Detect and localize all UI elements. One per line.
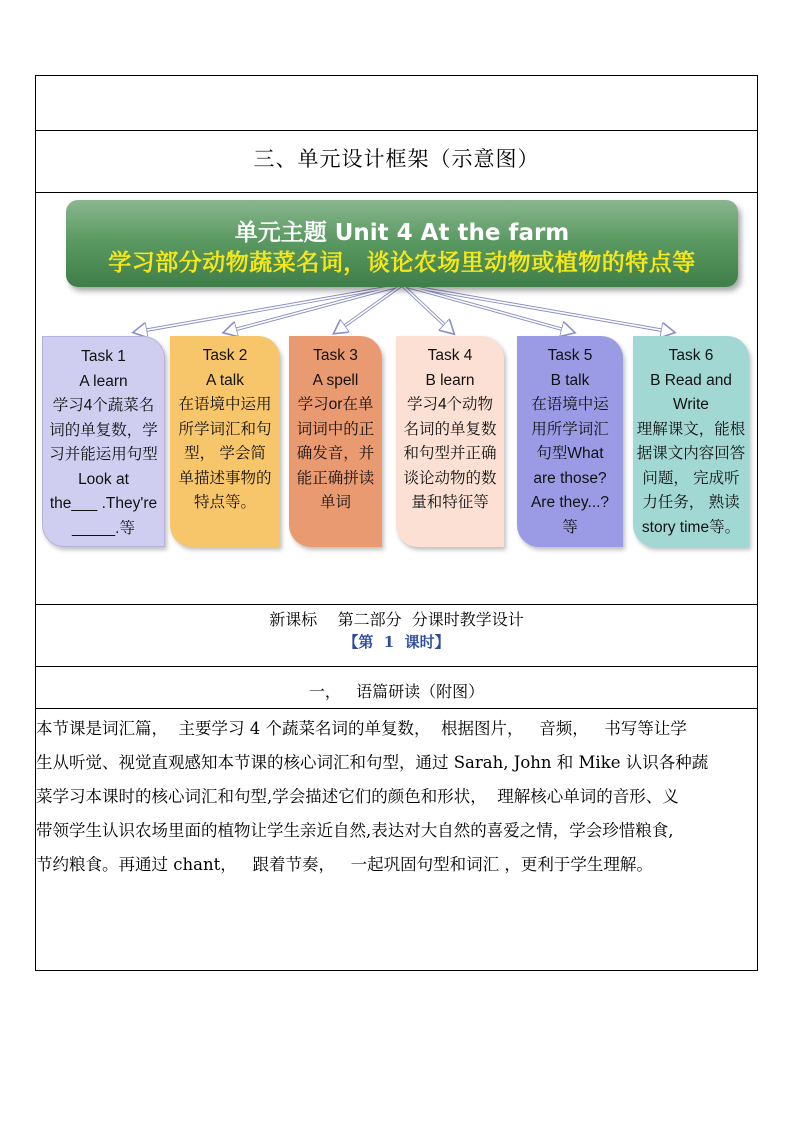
task-line: B learn [425, 371, 475, 389]
task-line: B talk [550, 371, 590, 389]
task-line: 所学词汇和句 [178, 420, 272, 438]
table-divider [36, 666, 757, 667]
task-line: 型， 学会简 [184, 445, 266, 462]
task-line: 谈论动物的数 [403, 469, 497, 487]
lesson-analysis-paragraph [36, 712, 759, 882]
section-title: 三、单元设计框架（示意图） [253, 147, 540, 171]
task-line: 力任务， 熟读 [642, 494, 740, 511]
task-line: _____.等 [72, 519, 135, 537]
task-line: Are they...? [530, 494, 610, 511]
paragraph-line: 带领学生认识农场里面的植物让学生亲近自然,表达对大自然的喜爱之情，学会珍惜粮食, [36, 821, 674, 840]
task-line: Task 1 [81, 348, 126, 365]
task-line: 学习4个动物 [406, 396, 494, 413]
table-divider [36, 708, 757, 709]
task-line: 习并能运用句型 [49, 446, 158, 463]
task-line: 名词的单复数 [403, 420, 497, 438]
task-line: A talk [206, 371, 244, 389]
subsection-title: 一， 语篇研读（附图） [308, 682, 485, 701]
task-line: 和句型并正确 [403, 445, 497, 462]
task-card-1 [42, 336, 165, 547]
task-line: B Read and [650, 371, 732, 389]
task-line: 词的单复数，学 [49, 421, 158, 439]
task-line: 能正确拼读 [296, 469, 375, 487]
task-line: 确发音，并 [296, 445, 375, 462]
task-line: 单词 [319, 494, 351, 511]
paragraph-line: 本节课是词汇篇， 主要学习 4 个蔬菜名词的单复数， 根据图片， 音频， 书写等让学 [36, 719, 687, 738]
task-line: 在语境中运用 [178, 396, 272, 413]
lesson-label: 【第 1 课时】 [343, 633, 450, 651]
task-line: 用所学词汇 [531, 420, 609, 438]
table-divider [36, 604, 757, 605]
task-line: 句型What [536, 445, 604, 462]
task-line: 单描述事物的 [178, 469, 272, 487]
task-line: 等 [562, 518, 578, 536]
task-line: A learn [79, 372, 128, 390]
paragraph-line: 节约粮食。再通过 chant， 跟着节奏， 一起巩固句型和词汇 ，更利于学生理解。 [36, 855, 653, 874]
task-line: story time等。 [641, 518, 741, 536]
task-card-4 [396, 336, 504, 547]
task-line: Write [673, 396, 709, 413]
task-line: 理解课文，能根 [636, 420, 746, 438]
task-card-6 [633, 336, 749, 547]
task-line: 学习4个蔬菜名 [52, 397, 155, 414]
design-table [35, 75, 758, 971]
table-divider [36, 130, 757, 131]
task-line: the___ .They're [49, 495, 158, 512]
unit-theme-banner [66, 200, 738, 287]
task-line: 特点等。 [193, 494, 256, 511]
paragraph-line: 菜学习本课时的核心词汇和句型,学会描述它们的颜色和形状， 理解核心单词的音形、义 [36, 787, 679, 806]
task-card-5 [517, 336, 623, 547]
task-line: 学习or在单 [297, 396, 374, 413]
task-line: 词词中的正 [296, 420, 375, 438]
task-card-3 [289, 336, 382, 547]
task-line: 据课文内容回答 [636, 445, 746, 462]
banner-subtitle: 学习部分动物蔬菜名词，谈论农场里动物或植物的特点等 [108, 250, 696, 276]
task-line: 问题， 完成听 [642, 469, 740, 487]
paragraph-line: 生从听觉、视觉直观感知本节课的核心词汇和句型，通过 Sarah, John 和 Mike 认识各种蔬 [36, 753, 709, 772]
task-line: 量和特征等 [411, 494, 489, 511]
task-line: Task 4 [427, 347, 473, 364]
task-line: A spell [312, 371, 359, 389]
unit-framework-diagram [36, 192, 757, 602]
task-line: Task 6 [668, 347, 714, 364]
task-card-2 [170, 336, 280, 547]
task-line: Task 5 [547, 347, 593, 364]
part-heading: 新课标 第二部分 分课时教学设计 [269, 610, 524, 629]
task-line: 在语境中运 [531, 396, 609, 413]
task-line: Look at [78, 470, 129, 488]
task-line: Task 2 [202, 347, 248, 364]
part-heading-cell [36, 609, 757, 653]
task-line: Task 3 [313, 347, 358, 364]
task-line: are those? [533, 469, 607, 487]
banner-title: 单元主题 Unit 4 At the farm [234, 220, 570, 246]
